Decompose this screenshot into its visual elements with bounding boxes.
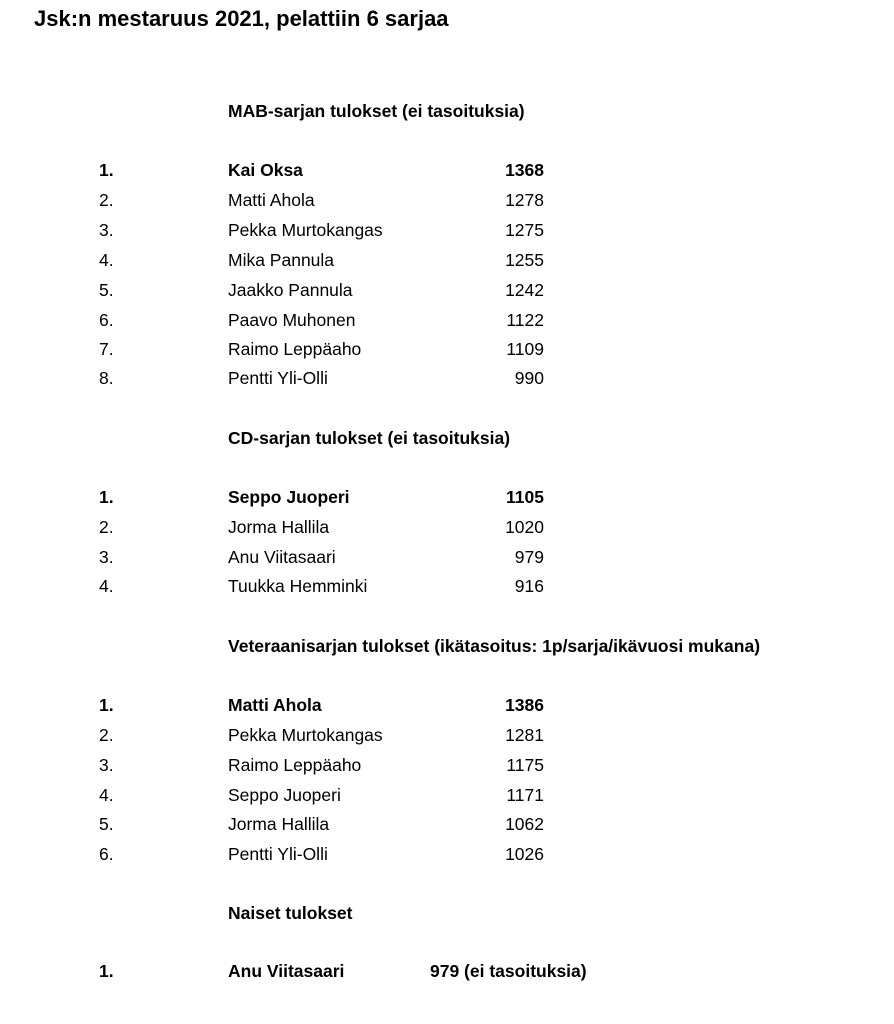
player-name: Matti Ahola <box>228 190 315 210</box>
mab-result-row <box>0 250 894 278</box>
veteran-result-row <box>0 785 894 813</box>
player-score: 1242 <box>505 280 544 300</box>
player-score: 1275 <box>505 220 544 240</box>
player-name: Seppo Juoperi <box>228 785 341 805</box>
player-name: Pekka Murtokangas <box>228 725 383 745</box>
player-name: Paavo Muhonen <box>228 310 356 330</box>
mab-result-row <box>0 339 894 367</box>
player-score: 1122 <box>506 310 544 330</box>
player-name: Jorma Hallila <box>228 814 330 834</box>
player-name: Matti Ahola <box>228 695 322 715</box>
mab-result-row <box>0 368 894 396</box>
player-name: Mika Pannula <box>228 250 335 270</box>
cd-result-row <box>0 576 894 604</box>
rank-number: 6. <box>99 844 114 864</box>
player-score: 1171 <box>506 785 544 805</box>
rank-number: 2. <box>99 190 114 210</box>
player-score: 1026 <box>505 844 544 864</box>
player-score: 1255 <box>505 250 544 270</box>
player-name: Tuukka Hemminki <box>228 576 368 596</box>
rank-number: 2. <box>99 517 114 537</box>
rank-number: 7. <box>99 339 114 359</box>
page-title: Jsk:n mestaruus 2021, pelattiin 6 sarjaa <box>34 6 449 31</box>
player-name: Raimo Leppäaho <box>228 339 362 359</box>
player-name: Seppo Juoperi <box>228 487 350 507</box>
player-score: 979 (ei tasoituksia) <box>430 961 587 981</box>
player-score: 1368 <box>505 160 544 180</box>
player-name: Kai Oksa <box>228 160 303 180</box>
rank-number: 2. <box>99 725 114 745</box>
mab-result-row <box>0 160 894 188</box>
mab-result-row <box>0 280 894 308</box>
rank-number: 3. <box>99 220 114 240</box>
cd-result-row <box>0 547 894 575</box>
rank-number: 4. <box>99 250 114 270</box>
player-name: Pekka Murtokangas <box>228 220 383 240</box>
player-score: 1281 <box>505 725 544 745</box>
mab-heading: MAB-sarjan tulokset (ei tasoituksia) <box>228 101 525 121</box>
rank-number: 8. <box>99 368 114 388</box>
rank-number: 4. <box>99 576 114 596</box>
cd-heading: CD-sarjan tulokset (ei tasoituksia) <box>228 428 511 448</box>
player-name: Jorma Hallila <box>228 517 330 537</box>
women-heading: Naiset tulokset <box>228 903 353 923</box>
player-name: Jaakko Pannula <box>228 280 353 300</box>
rank-number: 3. <box>99 547 114 567</box>
player-name: Anu Viitasaari <box>228 961 345 981</box>
rank-number: 1. <box>99 961 114 981</box>
player-score: 1105 <box>506 487 544 507</box>
cd-result-row <box>0 487 894 515</box>
player-score: 1175 <box>506 755 544 775</box>
cd-result-row <box>0 517 894 545</box>
veteran-result-row <box>0 814 894 842</box>
player-name: Raimo Leppäaho <box>228 755 362 775</box>
player-score: 1109 <box>506 339 544 359</box>
veteran-result-row <box>0 695 894 723</box>
mab-result-row <box>0 190 894 218</box>
player-name: Pentti Yli-Olli <box>228 368 328 388</box>
player-score: 916 <box>514 576 544 596</box>
veteran-result-row <box>0 725 894 753</box>
player-name: Pentti Yli-Olli <box>228 844 328 864</box>
rank-number: 1. <box>99 160 114 180</box>
rank-number: 3. <box>99 755 114 775</box>
rank-number: 5. <box>99 280 114 300</box>
veteran-result-row <box>0 755 894 783</box>
veteran-heading: Veteraanisarjan tulokset (ikätasoitus: 1p/sarja/ikävuosi mukana) <box>228 636 761 656</box>
rank-number: 5. <box>99 814 114 834</box>
player-score: 1062 <box>505 814 544 834</box>
player-score: 979 <box>514 547 544 567</box>
women-result-row <box>0 961 894 989</box>
mab-result-row <box>0 220 894 248</box>
player-score: 1278 <box>505 190 544 210</box>
rank-number: 6. <box>99 310 114 330</box>
rank-number: 4. <box>99 785 114 805</box>
rank-number: 1. <box>99 487 114 507</box>
player-score: 1386 <box>505 695 544 715</box>
player-name: Anu Viitasaari <box>228 547 336 567</box>
rank-number: 1. <box>99 695 114 715</box>
player-score: 1020 <box>505 517 544 537</box>
mab-result-row <box>0 310 894 338</box>
veteran-result-row <box>0 844 894 872</box>
player-score: 990 <box>514 368 544 388</box>
